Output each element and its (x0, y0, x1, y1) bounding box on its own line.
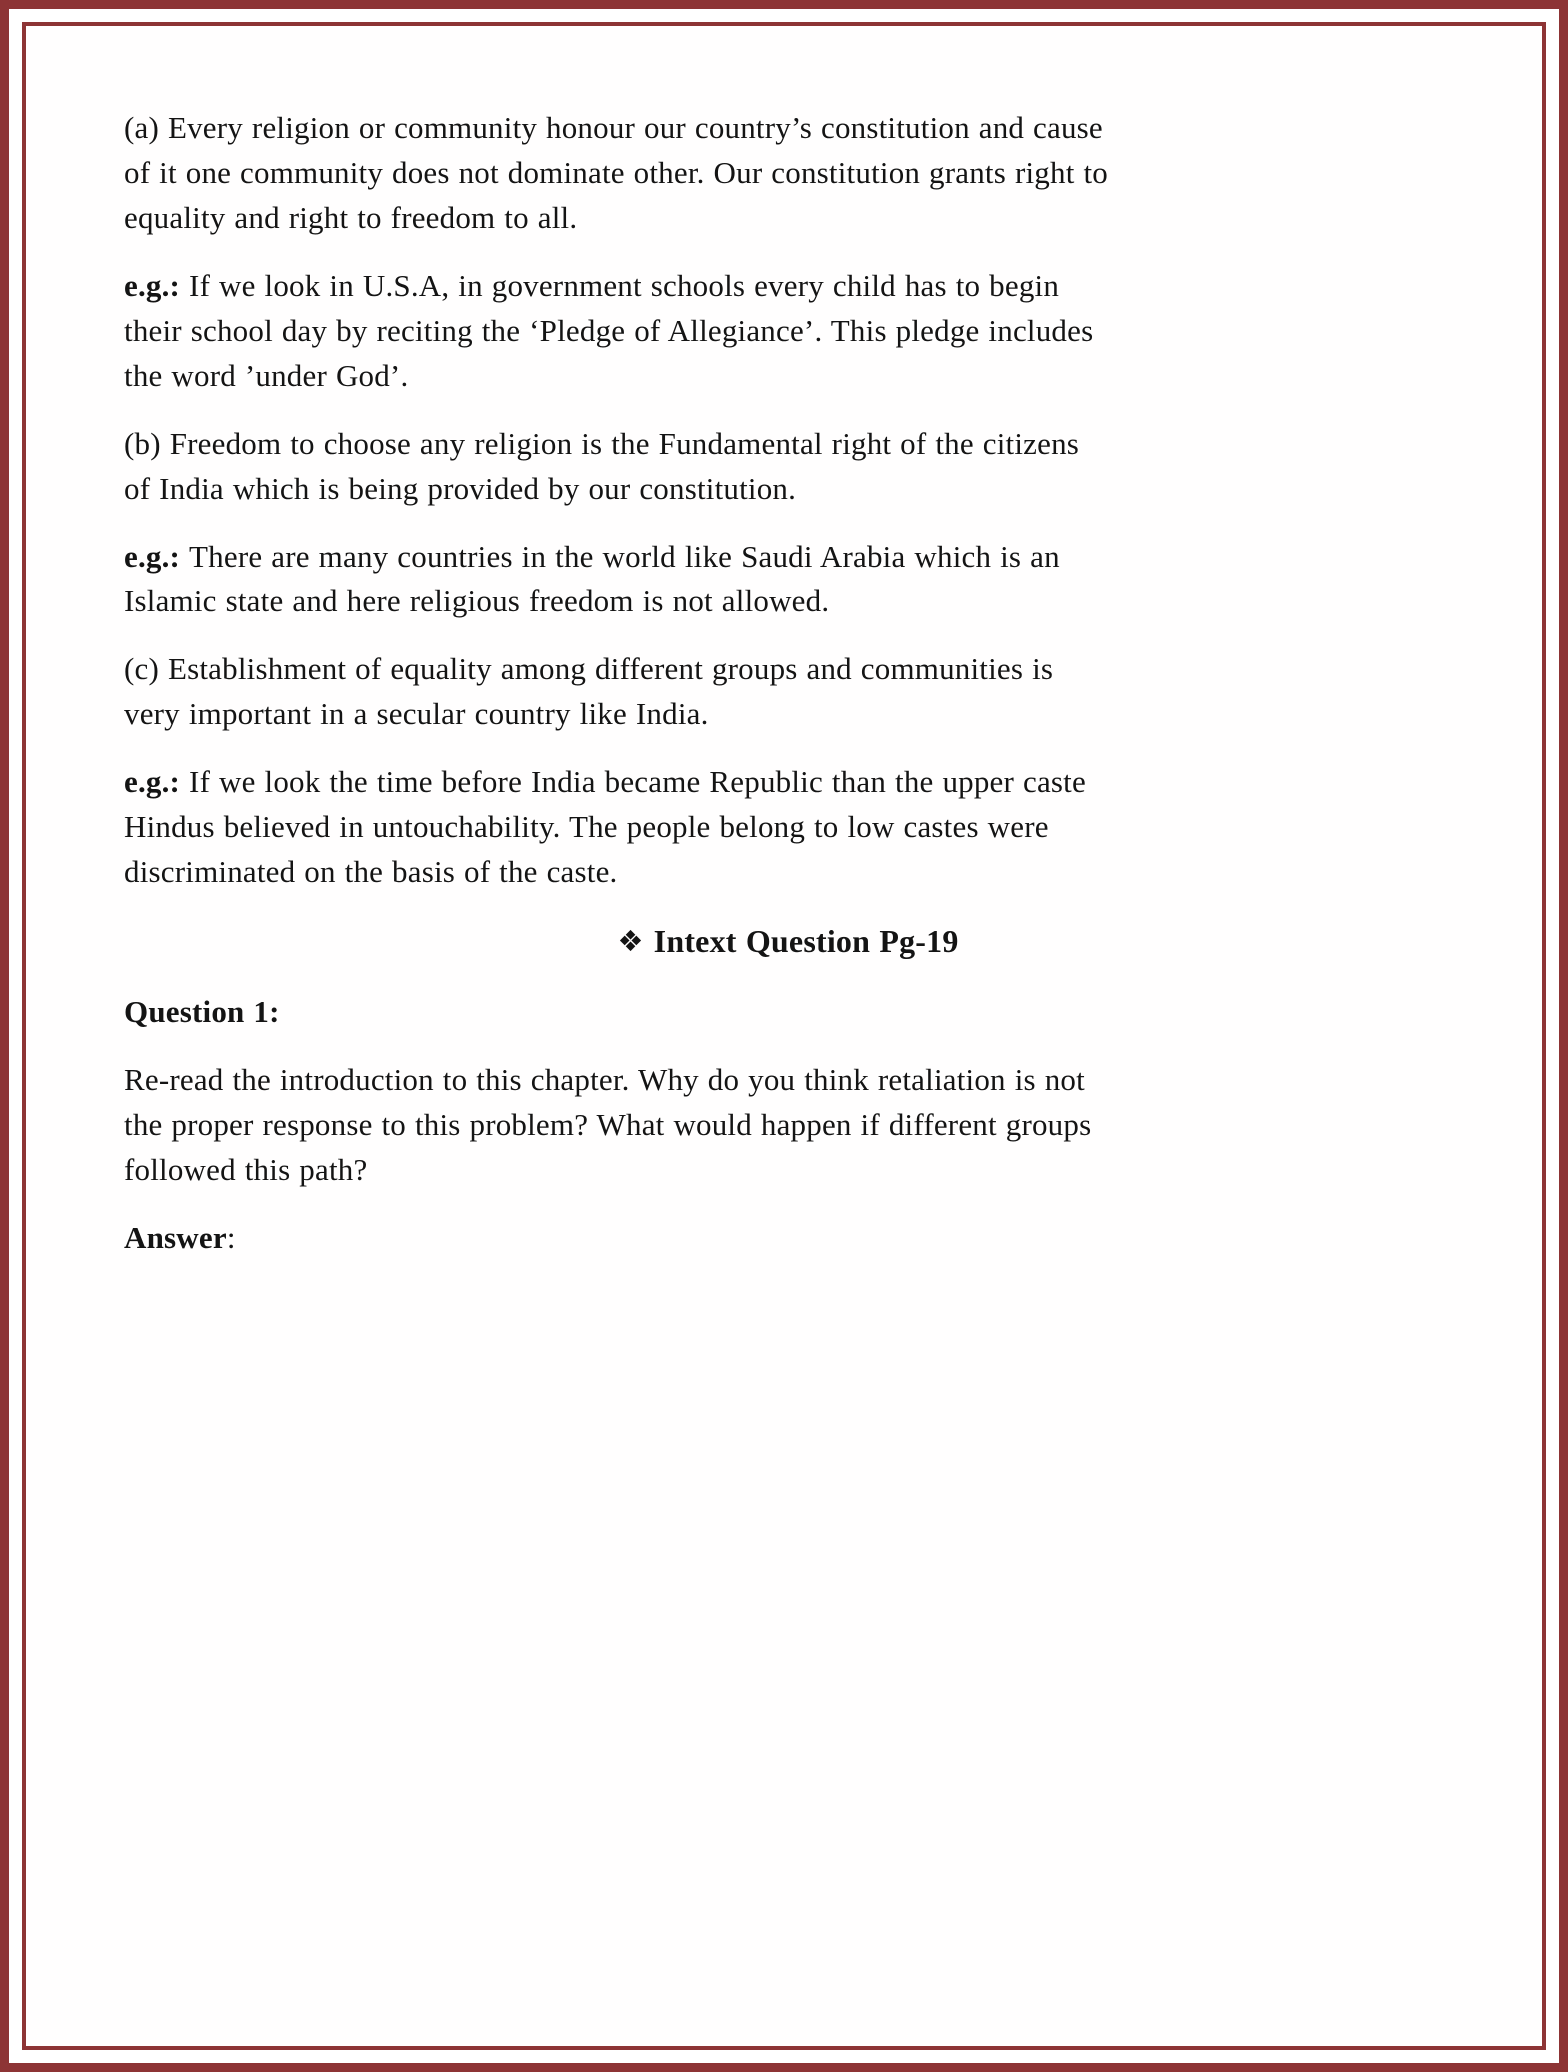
paragraph (124, 264, 1109, 399)
paragraph (124, 535, 1109, 625)
text-segment: : (226, 1220, 236, 1256)
text-segment: e.g.: (124, 764, 190, 800)
text-segment: (c) Establishment of equality among different groups and communities is very important in a secular country like India. (124, 651, 1054, 732)
paragraph (124, 990, 1109, 1035)
text-segment: Question 1: (124, 994, 280, 1030)
text-segment: (b) Freedom to choose any religion is the Fundamental right of the citizens of India which is being provided by our constitution. (124, 425, 1080, 506)
text-segment: There are many countries in the world like Saudi Arabia which is an Islamic state and here religious freedom is not allowed. (124, 538, 1060, 619)
text-segment: e.g.: (124, 267, 190, 303)
paragraph (124, 760, 1109, 895)
section-heading (124, 918, 1452, 964)
text-segment: Intext Question Pg-19 (653, 923, 959, 960)
text-segment: If we look in U.S.A, in government schools every child has to begin their school day by reciting the ‘Pledge of Allegiance’. This pledge includes the word ’under God’. (124, 267, 1094, 393)
paragraph (124, 647, 1109, 737)
paragraph (124, 1058, 1109, 1193)
paragraph (124, 422, 1109, 512)
diamond-icon: ❖ (617, 924, 644, 959)
text-segment: (a) Every religion or community honour our country’s constitution and cause of it one community does not dominate other. Our constitution grants right to equality and right to freedom to all. (124, 110, 1108, 235)
paragraph (124, 106, 1109, 241)
text-segment: If we look the time before India became Republic than the upper caste Hindus believed in untouchability. The people belong to low castes were discriminated on the basis of the caste. (124, 764, 1086, 890)
text-segment: Answer (124, 1220, 227, 1256)
page-inner-frame (22, 22, 1546, 2050)
text-segment: Re-read the introduction to this chapter. Why do you think retaliation is not the proper response to this problem? What would happen if different groups followed this path? (124, 1062, 1092, 1188)
paragraph (124, 1216, 1109, 1261)
document-body (124, 106, 1452, 1261)
text-segment: e.g.: (124, 538, 190, 574)
